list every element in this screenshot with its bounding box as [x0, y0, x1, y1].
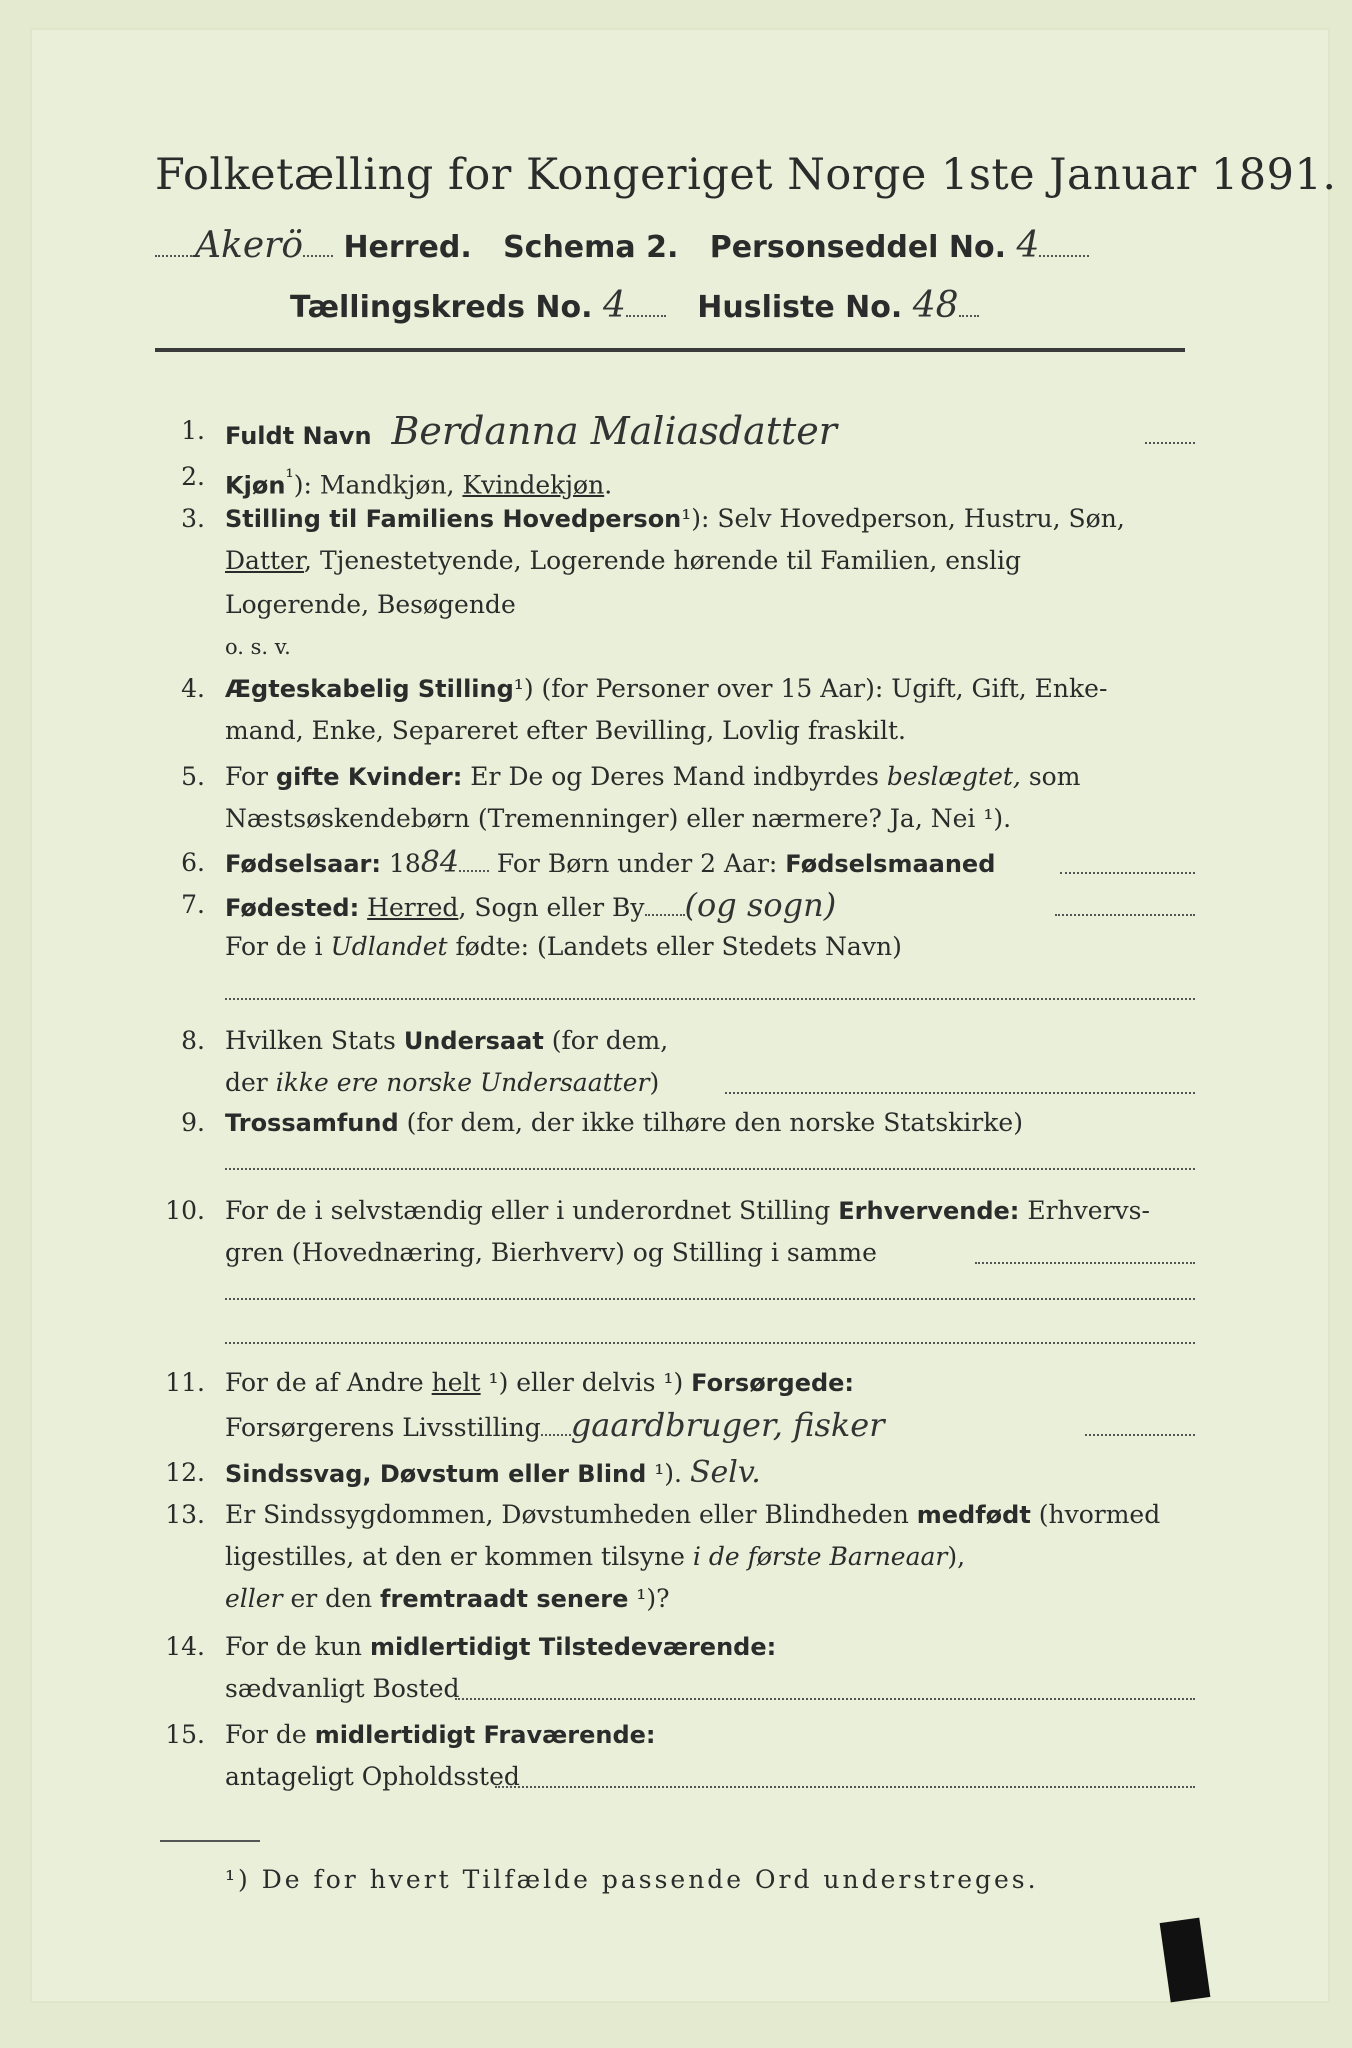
item-7 [155, 884, 1195, 1004]
item-text-part: 18 [381, 849, 421, 878]
item-number: 14. [165, 1632, 205, 1661]
dotted-fill [1145, 442, 1195, 444]
item-text-part: ligestilles, at den er kommen tilsyne [225, 1542, 693, 1571]
item-text-part: (for dem, der ikke tilhøre den norske Statskirke) [398, 1108, 1023, 1137]
item-label: Forsørgede: [691, 1369, 855, 1397]
birthplace-value: (og sogn) [684, 886, 837, 924]
item-text [225, 1714, 1195, 1756]
item-label: Stilling til Familiens Hovedperson [225, 505, 682, 533]
item-label: midlertidigt Fraværende: [314, 1721, 656, 1749]
provider-occupation-value: gaardbruger, fisker [570, 1406, 885, 1444]
item-text [225, 842, 1195, 885]
item-text-part: Er De og Deres Mand indbyrdes [462, 762, 887, 791]
dotted-fill [155, 245, 195, 257]
item-text [225, 1362, 1195, 1404]
item-text-part: som [1020, 762, 1081, 791]
item-text-part: ¹)? [628, 1584, 670, 1613]
item-text-part: ¹). [646, 1459, 682, 1488]
item-text-part: For de i selvstændig eller i underordnet Stilling [225, 1196, 839, 1225]
item-text [225, 756, 1195, 798]
item-text-part: For de i [225, 932, 331, 961]
item-label: Fødselsaar: [225, 850, 381, 878]
item-number: 15. [165, 1720, 205, 1749]
item-text [225, 1190, 1195, 1232]
item-number: 6. [181, 848, 205, 877]
item-label: Undersaat [403, 1027, 544, 1055]
item-text-part: For Børn under 2 Aar: [488, 849, 786, 878]
item-label: Trossamfund [225, 1109, 399, 1137]
item-text-part: , Tjenestetyende, Logerende hørende til Familien, enslig [304, 546, 1022, 575]
item-text-part: er den [282, 1584, 381, 1613]
item-4 [155, 668, 1195, 758]
underlined-option: Herred [367, 893, 459, 922]
dotted-fill [225, 1168, 1195, 1170]
item-text-line [225, 926, 1195, 968]
item-label: medfødt [916, 1501, 1031, 1529]
item-number: 5. [181, 762, 205, 791]
item-text [225, 1452, 1195, 1495]
item-number: 9. [181, 1108, 205, 1137]
item-text-line [225, 1404, 1195, 1449]
item-number: 11. [165, 1368, 205, 1397]
item-text-part: For [225, 762, 276, 791]
item-text-part: (hvormed [1030, 1500, 1161, 1529]
item-15 [155, 1714, 1195, 1804]
item-text-line: antageligt Opholdssted [225, 1762, 520, 1791]
item-text-part: ¹) (for Personer over 15 Aar): Ugift, Gift, Enke- [513, 674, 1108, 703]
underlined-option: Datter [225, 546, 305, 575]
item-text-part: , Sogn eller By [458, 893, 645, 922]
personseddel-value: 4 [1016, 225, 1040, 266]
herred-label: Herred. [343, 230, 472, 265]
item-label: Fødested: [225, 894, 360, 922]
item-text-italic: Udlandet [330, 932, 448, 961]
item-number: 2. [181, 462, 205, 491]
birth-year-value: 84 [420, 845, 459, 880]
item-label: Fødselsmaaned [785, 850, 996, 878]
schema-label: Schema 2. [503, 230, 679, 265]
item-text [225, 498, 1195, 540]
item-text-line [225, 1536, 1195, 1578]
underlined-option: helt [431, 1368, 481, 1397]
item-label: gifte Kvinder: [275, 763, 463, 791]
footnote-rule [160, 1840, 260, 1842]
item-number: 10. [165, 1196, 205, 1225]
item-5 [155, 756, 1195, 846]
item-text-part: ): Mandkjøn, [293, 470, 463, 500]
item-text-line [225, 1578, 1195, 1620]
item-number: 12. [165, 1458, 205, 1487]
footnote-ref: ¹ [285, 465, 294, 489]
item-text-italic: beslægtet, [886, 762, 1021, 791]
item-text-part: Hvilken Stats [225, 1026, 404, 1055]
item-14 [155, 1626, 1195, 1716]
husliste-value: 48 [912, 285, 959, 326]
item-13 [155, 1494, 1195, 1624]
item-text-part: Forsørgerens Livsstilling [225, 1413, 541, 1442]
item-label: Ægteskabelig Stilling [225, 675, 514, 703]
form-title: Folketælling for Kongeriget Norge 1ste Januar 1891. [155, 150, 1337, 200]
item-text-part: For de [225, 1720, 315, 1749]
item-text-line: mand, Enke, Separeret efter Bevilling, Lovlig fraskilt. [225, 716, 906, 745]
dotted-fill [959, 305, 979, 317]
dotted-fill [459, 860, 489, 872]
kreds-value: 4 [603, 285, 626, 326]
item-text [225, 1626, 1195, 1668]
dotted-fill [225, 998, 1195, 1000]
item-label: Sindssvag, Døvstum eller Blind [225, 1460, 647, 1488]
item-text-line: gren (Hovednæring, Bierhverv) og Stilling i samme [225, 1238, 877, 1267]
item-text-line [225, 540, 1195, 582]
personseddel-label: Personseddel No. [709, 230, 1007, 265]
item-9 [155, 1102, 1195, 1182]
item-text-part: Erhvervs- [1019, 1196, 1150, 1225]
item-text-italic: ikke ere norske Undersaatter [275, 1068, 650, 1097]
kreds-line [290, 285, 979, 326]
item-text-line: Næstsøskendebørn (Tremenninger) eller nærmere? Ja, Nei ¹). [225, 804, 1012, 833]
item-text-part: For de af Andre [225, 1368, 432, 1397]
herred-value: Akerö [195, 225, 303, 266]
item-text [225, 410, 1195, 457]
item-label: midlertidigt Tilstedeværende: [369, 1633, 777, 1661]
disability-value: Selv. [689, 1455, 761, 1490]
dotted-fill [1085, 1434, 1195, 1436]
item-label: Fuldt Navn [225, 422, 372, 450]
dotted-fill [725, 1092, 1195, 1094]
item-text-line [225, 1062, 1195, 1104]
dotted-fill [1060, 872, 1195, 874]
item-text-part: Er Sindssygdommen, Døvstumheden eller Blindheden [225, 1500, 917, 1529]
item-number: 1. [181, 416, 205, 445]
header-rule [155, 348, 1185, 352]
item-text-part: ¹) eller delvis ¹) [480, 1368, 692, 1397]
item-3 [155, 498, 1195, 668]
item-text [225, 1020, 1195, 1062]
herred-line [155, 225, 1089, 266]
item-label: Erhvervende: [838, 1197, 1020, 1225]
dotted-fill [1039, 245, 1089, 257]
dotted-fill [1055, 914, 1195, 916]
item-number: 4. [181, 674, 205, 703]
footnote: ¹) De for hvert Tilfælde passende Ord understreges. [225, 1865, 1039, 1894]
dotted-fill [541, 1424, 571, 1436]
dotted-fill [455, 1698, 1195, 1700]
item-number: 3. [181, 504, 205, 533]
item-number: 8. [181, 1026, 205, 1055]
item-text [225, 884, 1195, 929]
item-text-part: ), [947, 1542, 966, 1571]
item-10 [155, 1190, 1195, 1350]
dotted-fill [645, 904, 685, 916]
item-text-line: Logerende, Besøgende [225, 590, 516, 619]
dotted-fill [225, 1298, 1195, 1300]
dotted-fill [225, 1342, 1195, 1344]
item-text-part: ) [649, 1068, 660, 1097]
item-text-line: sædvanligt Bosted [225, 1674, 460, 1703]
item-text [225, 1102, 1195, 1144]
item-text-part: For de kun [225, 1632, 370, 1661]
item-label: Kjøn [225, 471, 286, 500]
husliste-label: Husliste No. [697, 290, 903, 325]
item-text-line: o. s. v. [225, 635, 291, 659]
underlined-option: Kvindekjøn [462, 470, 605, 500]
item-text-italic: eller [225, 1584, 283, 1613]
item-text-part: . [604, 470, 613, 500]
item-label: fremtraadt senere [380, 1585, 629, 1613]
item-text-italic: i de første Barneaar [692, 1542, 948, 1571]
item-text-part: der [225, 1068, 276, 1097]
dotted-fill [303, 245, 333, 257]
full-name-value: Berdanna Maliasdatter [391, 409, 837, 453]
item-text-part: ¹): Selv Hovedperson, Hustru, Søn, [681, 504, 1125, 533]
item-11 [155, 1362, 1195, 1452]
item-text-part: (for dem, [543, 1026, 669, 1055]
item-number: 7. [181, 890, 205, 919]
kreds-label: Tællingskreds No. [290, 290, 593, 325]
item-8 [155, 1020, 1195, 1110]
dotted-fill [495, 1786, 1195, 1788]
item-text [225, 668, 1195, 710]
dotted-fill [975, 1262, 1195, 1264]
item-text-part: fødte: (Landets eller Stedets Navn) [447, 932, 902, 961]
item-text [225, 1494, 1195, 1536]
dotted-fill [626, 305, 666, 317]
item-number: 13. [165, 1500, 205, 1529]
